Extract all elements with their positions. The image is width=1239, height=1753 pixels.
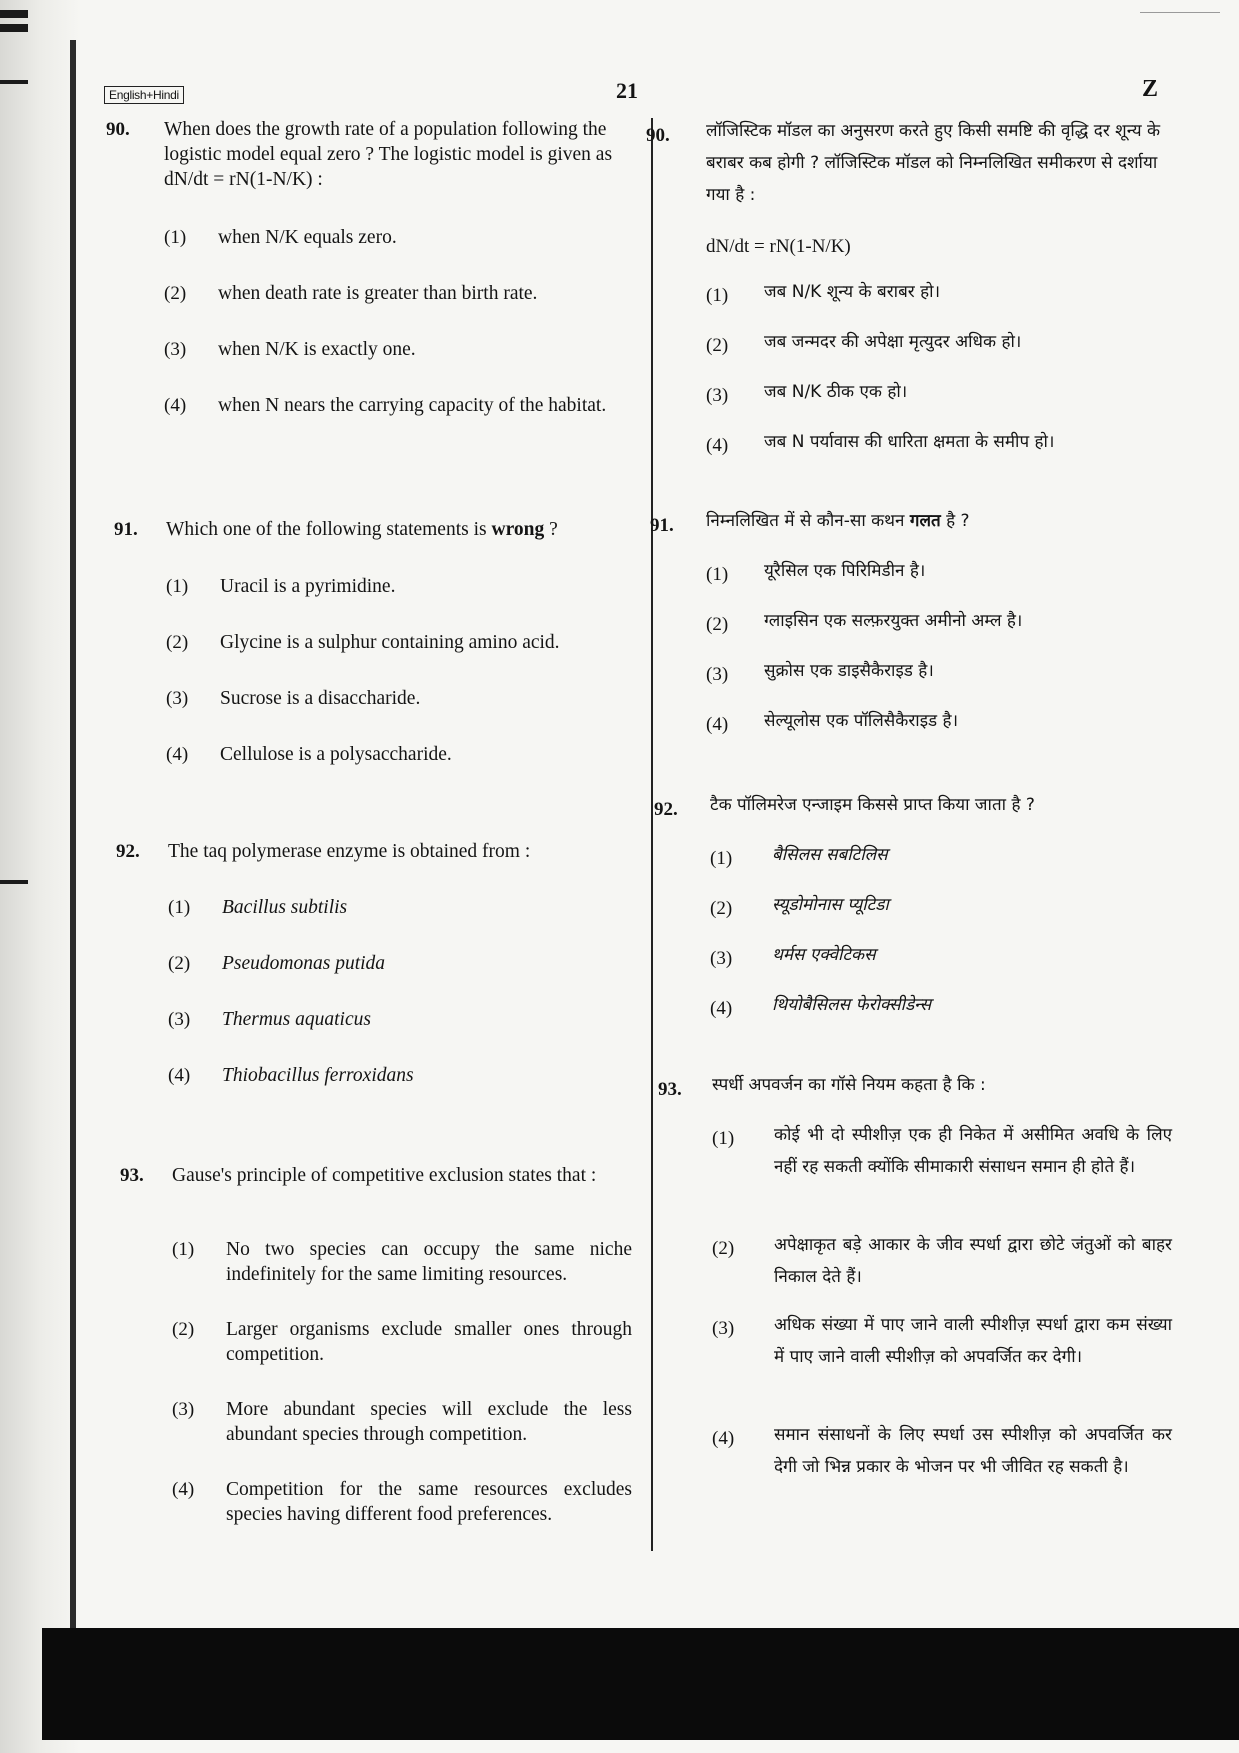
option — [172, 1317, 632, 1367]
option — [710, 889, 1166, 921]
option-number: (1) — [164, 227, 187, 248]
option — [168, 895, 628, 920]
option-number: (1) — [706, 285, 729, 306]
option-text: Cellulose is a polysaccharide. — [220, 744, 452, 765]
scan-bottom-band — [42, 1628, 1239, 1740]
option — [706, 605, 1166, 637]
option-number: (3) — [166, 688, 189, 709]
option-text: Thiobacillus ferroxidans — [222, 1065, 414, 1086]
option-text: when N/K is exactly one. — [218, 339, 416, 360]
top-rule — [1140, 12, 1220, 13]
question-stem: The taq polymerase enzyme is obtained from : — [168, 841, 531, 862]
option-text: when death rate is greater than birth rate. — [218, 283, 538, 304]
option-number: (2) — [166, 632, 189, 653]
question-stem: Which one of the following statements is wrong ? — [166, 519, 558, 540]
option — [712, 1309, 1172, 1373]
option — [706, 326, 1166, 358]
option-text: ग्लाइसिन एक सल्फ़रयुक्त अमीनो अम्ल है। — [764, 611, 1023, 631]
emphasis-word: गलत — [909, 511, 941, 531]
option-text: जब N पर्यावास की धारिता क्षमता के समीप हो। — [764, 432, 1055, 452]
option-text: Glycine is a sulphur containing amino acid. — [220, 632, 560, 653]
option — [164, 337, 618, 362]
option-text: अपेक्षाकृत बड़े आकार के जीव स्पर्धा द्वारा छोटे जंतुओं को बाहर निकाल देते हैं। — [774, 1235, 1172, 1287]
option — [166, 742, 626, 767]
question-stem: लॉजिस्टिक मॉडल का अनुसरण करते हुए किसी समष्टि की वृद्धि दर शून्य के बराबर कब होगी ? लॉजिस्टिक मॉडल को निम्नलिखित समीकरण से दर्शाया गया है : — [706, 121, 1161, 205]
option-text: बैसिलस सबटिलिस — [772, 845, 888, 865]
option-number: (4) — [706, 714, 729, 735]
question-90-hi — [646, 115, 1166, 456]
option-number: (1) — [712, 1128, 735, 1149]
option-text: Competition for the same resources excludes species having different food preferences. — [226, 1479, 632, 1525]
question-91-en — [114, 517, 626, 765]
question-number: 91. — [650, 515, 674, 536]
option — [712, 1229, 1172, 1293]
option — [712, 1419, 1172, 1483]
option-number: (2) — [168, 953, 191, 974]
question-93-hi — [658, 1069, 1172, 1477]
option — [172, 1477, 632, 1527]
option — [168, 951, 628, 976]
option-text: कोई भी दो स्पीशीज़ एक ही निकेत में असीमित अवधि के लिए नहीं रह सकती क्योंकि सीमाकारी संसाधन समान ही होते हैं। — [774, 1125, 1172, 1177]
scan-shadow — [0, 0, 80, 1753]
option-number: (4) — [166, 744, 189, 765]
option-number: (1) — [166, 576, 189, 597]
question-stem: When does the growth rate of a population following the logistic model equal zero ? The logistic model is given as dN/dt = rN(1-N/K) : — [164, 119, 613, 190]
question-91-hi — [650, 505, 1166, 735]
option-number: (2) — [710, 898, 733, 919]
option-number: (4) — [168, 1065, 191, 1086]
option-text: समान संसाधनों के लिए स्पर्धा उस स्पीशीज़ को अपवर्जित कर देगी जो भिन्न प्रकार के भोजन पर भी जीवित रह सकती है। — [774, 1425, 1172, 1477]
option — [168, 1063, 628, 1088]
question-number: 91. — [114, 519, 138, 540]
question-number: 92. — [654, 799, 678, 820]
language-badge: English+Hindi — [104, 86, 184, 104]
option — [164, 225, 618, 250]
edge-mark — [0, 24, 28, 32]
question-number: 93. — [120, 1165, 144, 1186]
question-number: 93. — [658, 1079, 682, 1100]
option — [706, 555, 1166, 587]
option-text: Thermus aquaticus — [222, 1009, 371, 1030]
option-number: (2) — [706, 335, 729, 356]
option-text: अधिक संख्या में पाए जाने वाली स्पीशीज़ स्पर्धा द्वारा कम संख्या में पाए जाने वाली स्पीशीज़ को अपवर्जित कर देगी। — [774, 1315, 1172, 1367]
option — [168, 1007, 628, 1032]
option-number: (1) — [172, 1239, 195, 1260]
option-number: (3) — [706, 664, 729, 685]
option-text: थर्मस एक्वेटिकस — [772, 945, 876, 965]
edge-mark — [0, 10, 28, 18]
option — [710, 989, 1166, 1021]
question-number: 92. — [116, 841, 140, 862]
option-number: (2) — [172, 1319, 195, 1340]
option-text: No two species can occupy the same niche indefinitely for the same limiting resources. — [226, 1239, 632, 1285]
option — [706, 276, 1166, 308]
option-number: (3) — [172, 1399, 195, 1420]
option-text: जब जन्मदर की अपेक्षा मृत्युदर अधिक हो। — [764, 332, 1022, 352]
option — [164, 281, 618, 306]
option — [706, 705, 1166, 737]
option-text: जब N/K शून्य के बराबर हो। — [764, 282, 941, 302]
column-divider — [651, 118, 653, 1551]
option — [712, 1119, 1172, 1183]
question-stem: निम्नलिखित में से कौन-सा कथन गलत है ? — [706, 511, 970, 531]
question-90-en — [106, 117, 618, 416]
option-number: (2) — [712, 1238, 735, 1259]
option-number: (1) — [706, 564, 729, 585]
question-stem: टैक पॉलिमरेज एन्जाइम किससे प्राप्त किया जाता है ? — [710, 795, 1035, 815]
page-number: 21 — [616, 78, 638, 103]
question-stem: Gause's principle of competitive exclusion states that : — [172, 1165, 597, 1186]
emphasis-word: wrong — [491, 519, 545, 540]
option-text: यूरैसिल एक पिरिमिडीन है। — [764, 561, 926, 581]
option — [172, 1397, 632, 1447]
option-text: सेल्यूलोस एक पॉलिसैकैराइड है। — [764, 711, 959, 731]
option-text: सुक्रोस एक डाइसैकैराइड है। — [764, 661, 934, 681]
option-number: (4) — [164, 395, 187, 416]
option-text: Uracil is a pyrimidine. — [220, 576, 396, 597]
option — [164, 393, 618, 418]
option-text: जब N/K ठीक एक हो। — [764, 382, 908, 402]
option-number: (3) — [712, 1318, 735, 1339]
option-number: (4) — [712, 1428, 735, 1449]
option — [710, 939, 1166, 971]
option-text: Pseudomonas putida — [222, 953, 386, 974]
option-number: (4) — [710, 998, 733, 1019]
option-text: when N/K equals zero. — [218, 227, 397, 248]
option-number: (2) — [164, 283, 187, 304]
option-number: (1) — [710, 848, 733, 869]
question-92-en — [116, 839, 628, 1086]
option-number: (3) — [164, 339, 187, 360]
option-number: (1) — [168, 897, 191, 918]
option-number: (3) — [168, 1009, 191, 1030]
option-number: (2) — [706, 614, 729, 635]
option-text: More abundant species will exclude the less abundant species through competition. — [226, 1399, 632, 1445]
option — [166, 686, 626, 711]
option-text: Larger organisms exclude smaller ones through competition. — [226, 1319, 632, 1365]
option — [710, 839, 1166, 871]
edge-mark — [0, 880, 28, 884]
question-number: 90. — [106, 119, 130, 140]
option-number: (3) — [706, 385, 729, 406]
option-number: (3) — [710, 948, 733, 969]
option — [706, 426, 1166, 458]
option — [166, 574, 626, 599]
option-text: when N nears the carrying capacity of the habitat. — [218, 395, 607, 416]
question-93-en — [120, 1163, 632, 1525]
option-text: Bacillus subtilis — [222, 897, 348, 918]
option-number: (4) — [172, 1479, 195, 1500]
option-text: थियोबैसिलस फेरोक्सीडेन्स — [772, 995, 932, 1015]
equation: dN/dt = rN(1-N/K) — [706, 236, 851, 257]
option — [166, 630, 626, 655]
question-number: 90. — [646, 125, 670, 146]
option — [706, 376, 1166, 408]
option-text: स्यूडोमोनास प्यूटिडा — [772, 895, 889, 915]
question-92-hi — [654, 789, 1166, 1019]
option — [706, 655, 1166, 687]
binding-edge — [70, 40, 76, 1660]
option — [172, 1237, 632, 1287]
option-number: (4) — [706, 435, 729, 456]
set-code: Z — [1142, 76, 1159, 102]
edge-mark — [0, 80, 28, 84]
question-stem: स्पर्धी अपवर्जन का गॉसे नियम कहता है कि : — [712, 1075, 986, 1095]
option-text: Sucrose is a disaccharide. — [220, 688, 421, 709]
